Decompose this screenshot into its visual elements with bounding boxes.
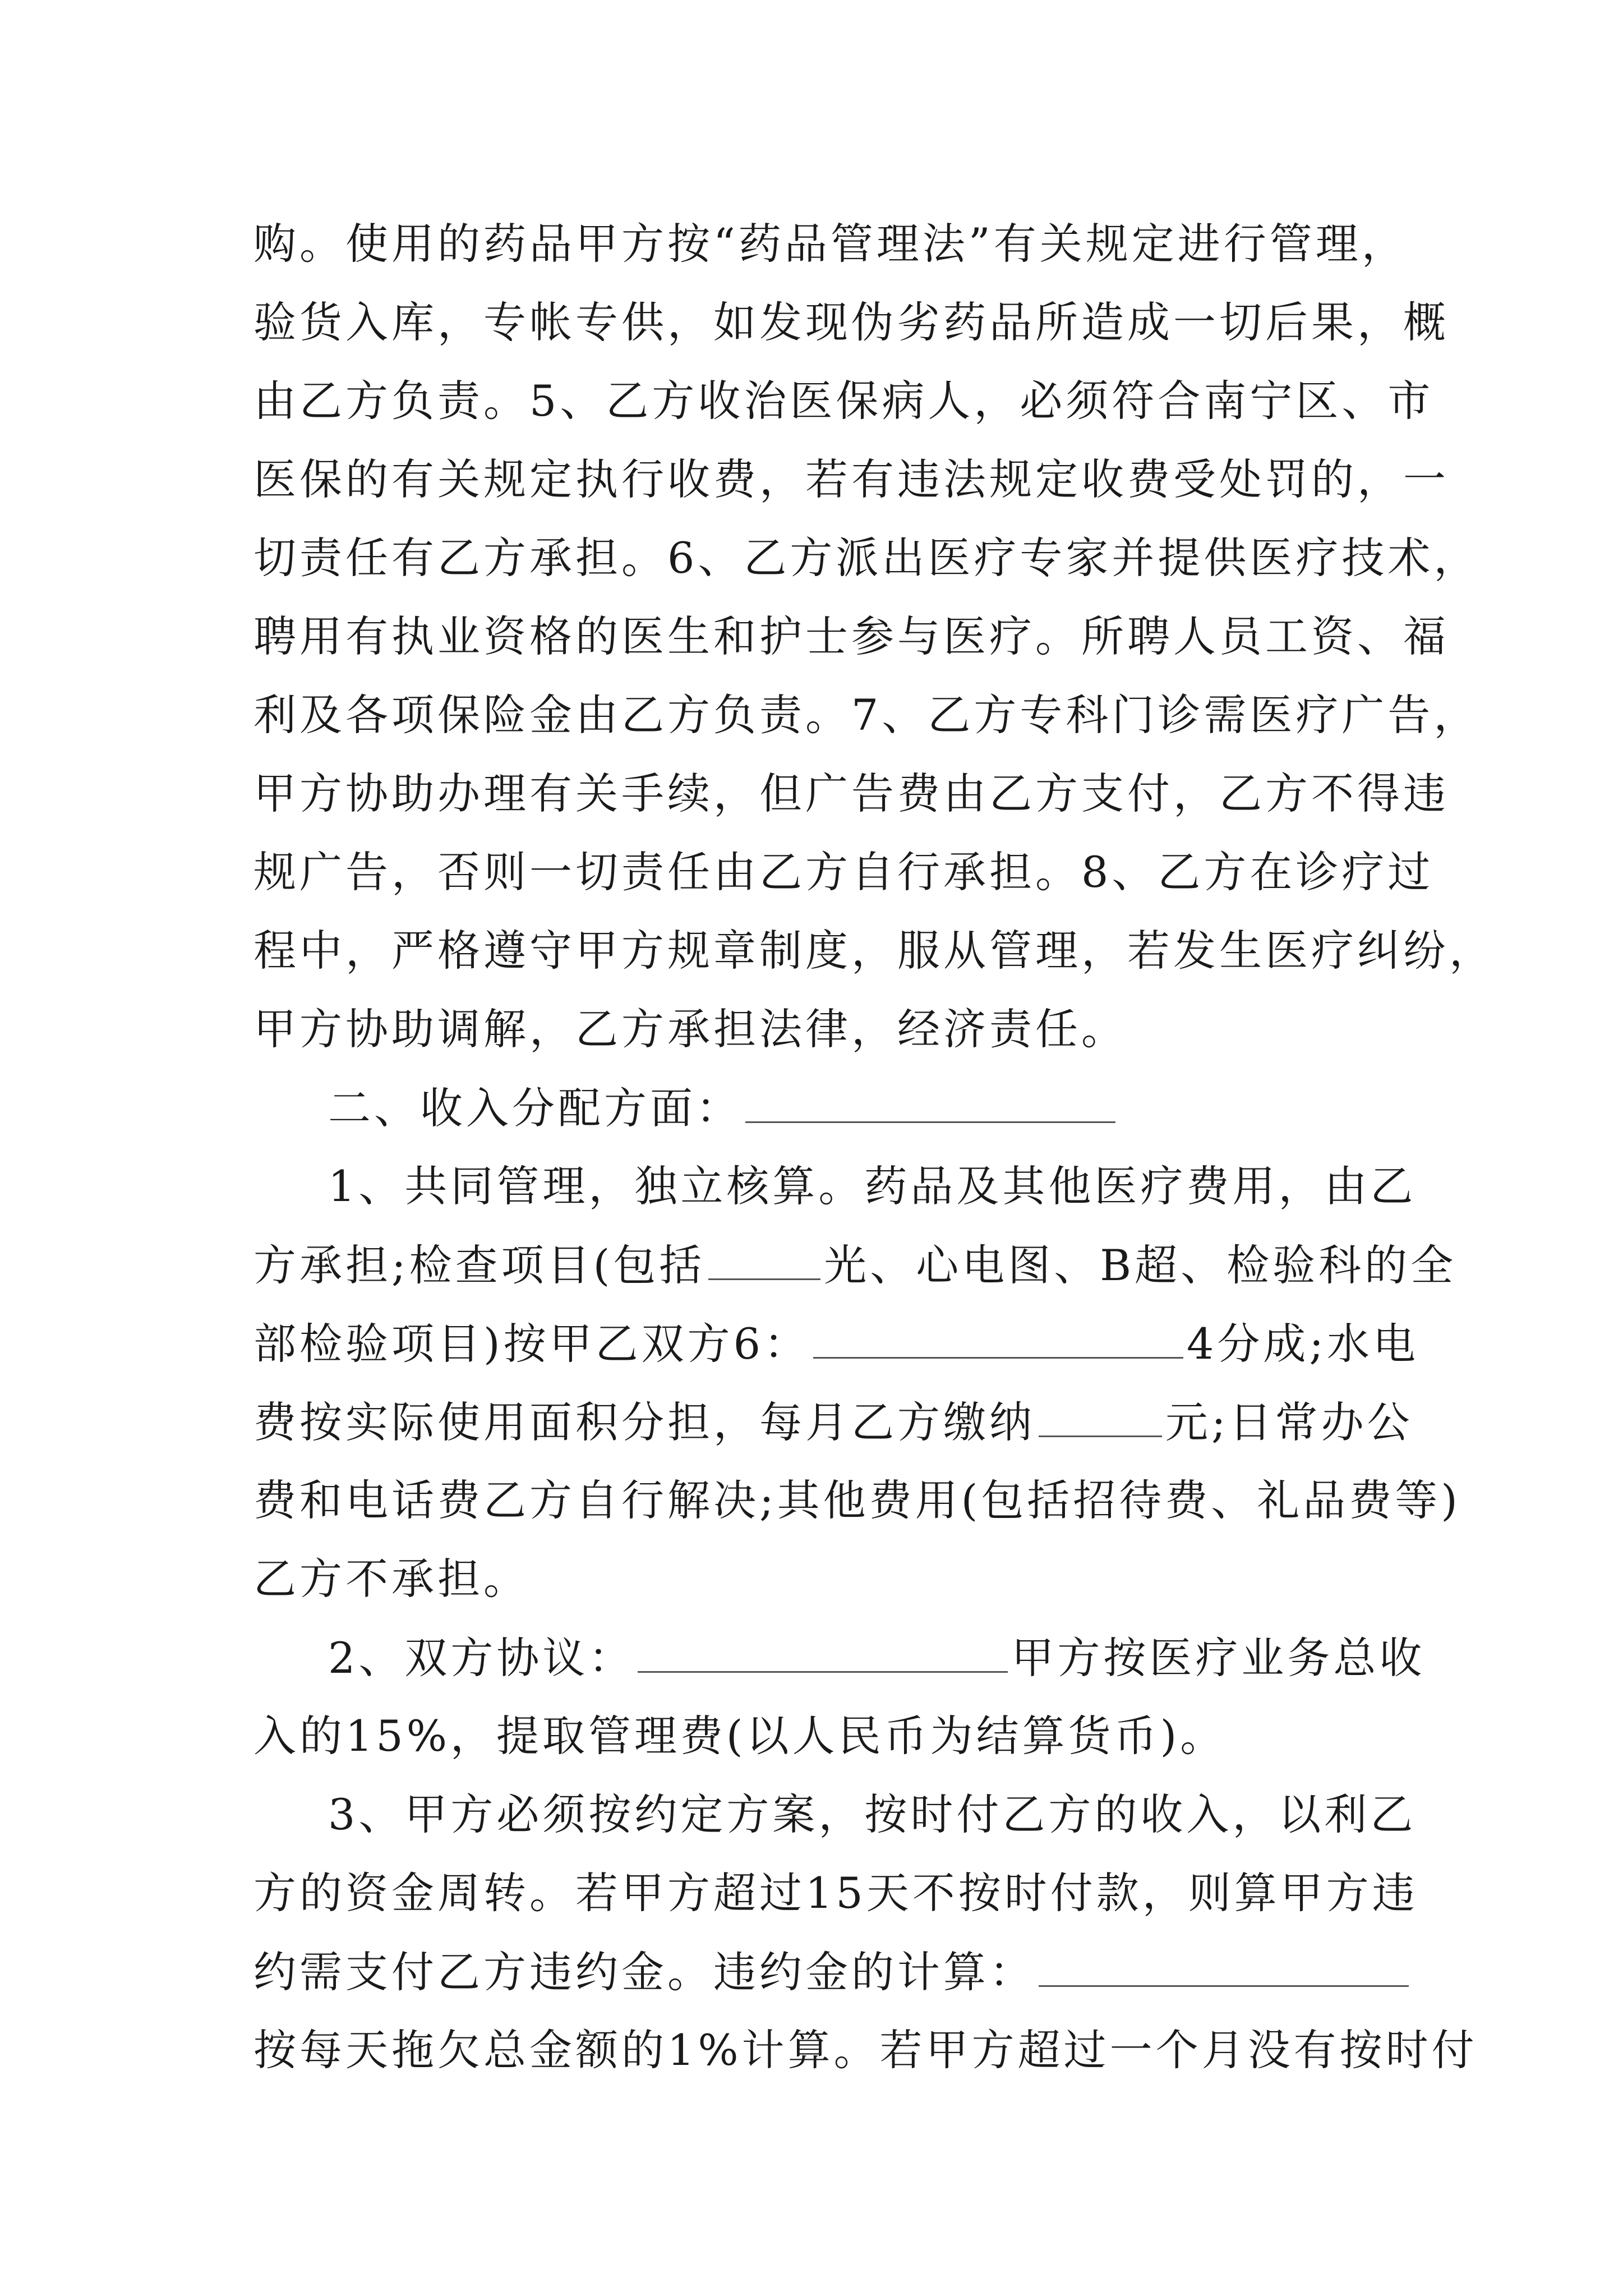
- text-line: [253, 1394, 1413, 1450]
- text-segment: 4分成;水电: [1187, 1319, 1419, 1369]
- text-line: 甲方协助调解，乙方承担法律，经济责任。: [253, 1004, 1127, 1054]
- text-segment: 2、双方协议：: [328, 1633, 635, 1683]
- text-line: 购。使用的药品甲方按“药品管理法”有关规定进行管理，: [253, 219, 1408, 269]
- fill-blank[interactable]: [1039, 1944, 1409, 1987]
- text-segment: 费按实际使用面积分担，每月乙方缴纳: [253, 1397, 1035, 1447]
- text-segment: 甲方按医疗业务总收: [1011, 1633, 1426, 1683]
- text-line: [253, 1944, 1375, 2000]
- text-segment: 约需支付乙方违约金。违约金的计算：: [253, 1947, 1035, 1997]
- text-line: 验货入库，专帐专供，如发现伪劣药品所造成一切后果，概: [253, 297, 1449, 347]
- fill-blank[interactable]: [638, 1630, 1008, 1673]
- section-heading-text: 二、收入分配方面：: [328, 1083, 742, 1133]
- text-line: 按每天拖欠总金额的1%计算。若甲方超过一个月没有按时付: [253, 2025, 1478, 2075]
- text-line: 乙方不承担。: [253, 1554, 529, 1604]
- text-line: 方的资金周转。若甲方超过15天不按时付款，则算甲方违: [253, 1868, 1418, 1918]
- fill-blank[interactable]: [745, 1080, 1115, 1123]
- text-line: 切责任有乙方承担。6、乙方派出医疗专家并提供医疗技术，: [253, 533, 1480, 583]
- text-line: 利及各项保险金由乙方负责。7、乙方专科门诊需医疗广告，: [253, 690, 1480, 740]
- text-line: 1、共同管理，独立核算。药品及其他医疗费用，由乙: [328, 1161, 1417, 1211]
- text-line: 3、甲方必须按约定方案，按时付乙方的收入，以利乙: [328, 1789, 1417, 1839]
- text-segment: 元;日常办公: [1165, 1397, 1413, 1447]
- text-line: 规广告，否则一切责任由乙方自行承担。8、乙方在诊疗过: [253, 847, 1434, 897]
- text-line: 医保的有关规定执行收费，若有违法规定收费受处罚的，一: [253, 454, 1449, 504]
- fill-blank[interactable]: [813, 1315, 1183, 1359]
- text-segment: 光、心电图、B超、检验科的全: [824, 1240, 1457, 1290]
- text-line: 费和电话费乙方自行解决;其他费用(包括招待费、礼品费等): [253, 1475, 1461, 1525]
- text-line: 由乙方负责。5、乙方收治医保病人，必须符合南宁区、市: [253, 376, 1434, 426]
- fill-blank[interactable]: [708, 1237, 820, 1280]
- text-line: 聘用有执业资格的医生和护士参与医疗。所聘人员工资、福: [253, 611, 1449, 661]
- text-line: 程中，严格遵守甲方规章制度，服从管理，若发生医疗纠纷，: [253, 926, 1495, 976]
- section-heading: [328, 1080, 1375, 1136]
- text-line: [253, 1237, 1457, 1293]
- text-line: 甲方协助办理有关手续，但广告费由乙方支付，乙方不得违: [253, 769, 1449, 818]
- text-segment: 方承担;检查项目(包括: [253, 1240, 706, 1290]
- text-line: 入的15%，提取管理费(以人民币为结算货币)。: [253, 1711, 1227, 1761]
- text-segment: 部检验项目)按甲乙双方6：: [253, 1319, 810, 1369]
- text-line: [328, 1630, 1426, 1686]
- fill-blank[interactable]: [1039, 1394, 1162, 1437]
- text-line: [253, 1315, 1419, 1372]
